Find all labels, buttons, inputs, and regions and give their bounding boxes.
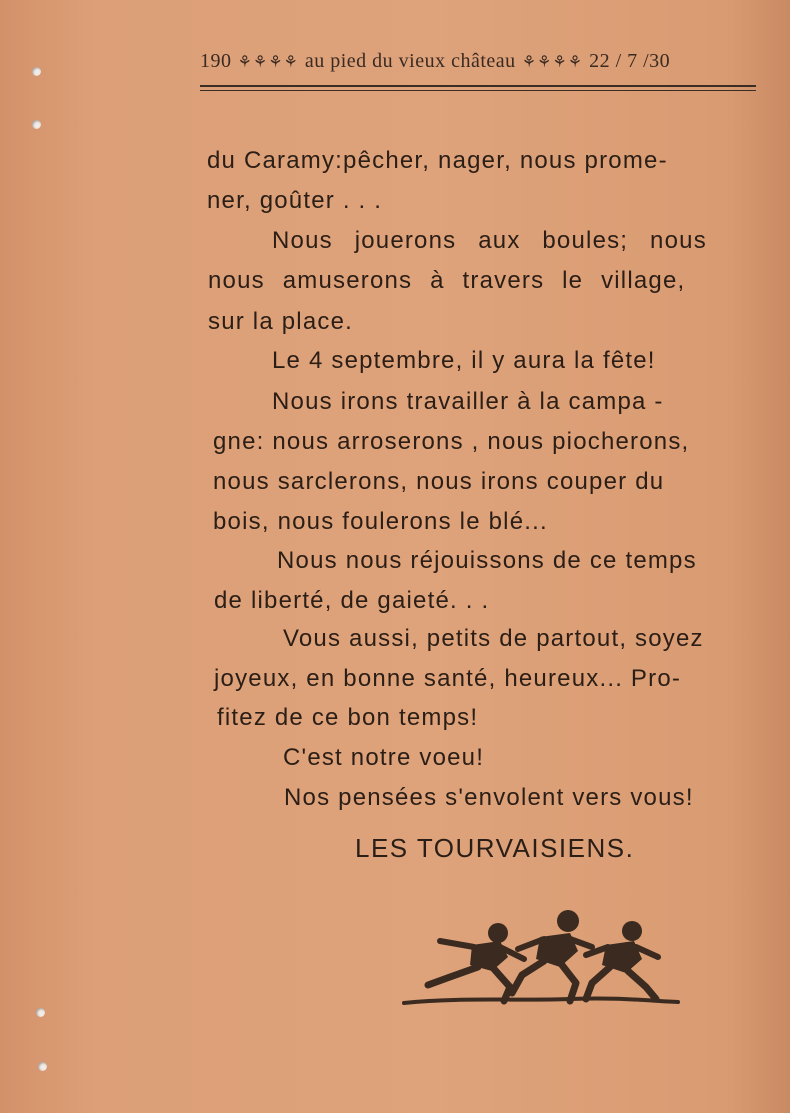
page-number: 190 xyxy=(200,50,232,72)
ornament: ⚘⚘⚘⚘ xyxy=(521,54,584,71)
text-line: Nos pensées s'envolent vers vous! xyxy=(284,784,694,811)
text-line: fitez de ce bon temps! xyxy=(217,704,479,731)
header-date: 22 / 7 /30 xyxy=(589,50,671,72)
text-line: nous amuserons à travers le village, xyxy=(208,267,686,294)
text-line: Vous aussi, petits de partout, soyez xyxy=(283,625,704,652)
running-children-stamp xyxy=(400,905,682,1017)
header-rule xyxy=(200,90,756,91)
binder-hole xyxy=(36,1008,45,1017)
header-rule xyxy=(200,85,756,87)
binder-hole xyxy=(38,1062,47,1071)
text-line: gne: nous arroserons , nous piocherons, xyxy=(213,428,690,455)
text-line: Nous irons travailler à la campa - xyxy=(272,388,664,415)
binder-hole xyxy=(32,120,41,129)
text-line: C'est notre voeu! xyxy=(283,744,485,771)
signature: LES TOURVAISIENS. xyxy=(355,833,635,863)
text-line: joyeux, en bonne santé, heureux... Pro- xyxy=(214,665,682,692)
text-line: Nous nous réjouissons de ce temps xyxy=(277,547,697,574)
text-line: Nous jouerons aux boules; nous xyxy=(272,227,707,254)
page-header xyxy=(200,50,760,78)
text-line: Le 4 septembre, il y aura la fête! xyxy=(272,347,656,374)
text-line: du Caramy:pêcher, nager, nous prome- xyxy=(207,147,668,174)
header-title: au pied du vieux château xyxy=(304,50,516,72)
text-line: ner, goûter . . . xyxy=(207,187,383,214)
text-line: de liberté, de gaieté. . . xyxy=(214,587,490,614)
text-line: bois, nous foulerons le blé... xyxy=(213,508,548,535)
ornament: ⚘⚘⚘⚘ xyxy=(237,54,299,71)
text-line: nous sarclerons, nous irons couper du xyxy=(213,468,665,495)
text-line: sur la place. xyxy=(208,308,353,335)
binder-hole xyxy=(32,67,41,76)
